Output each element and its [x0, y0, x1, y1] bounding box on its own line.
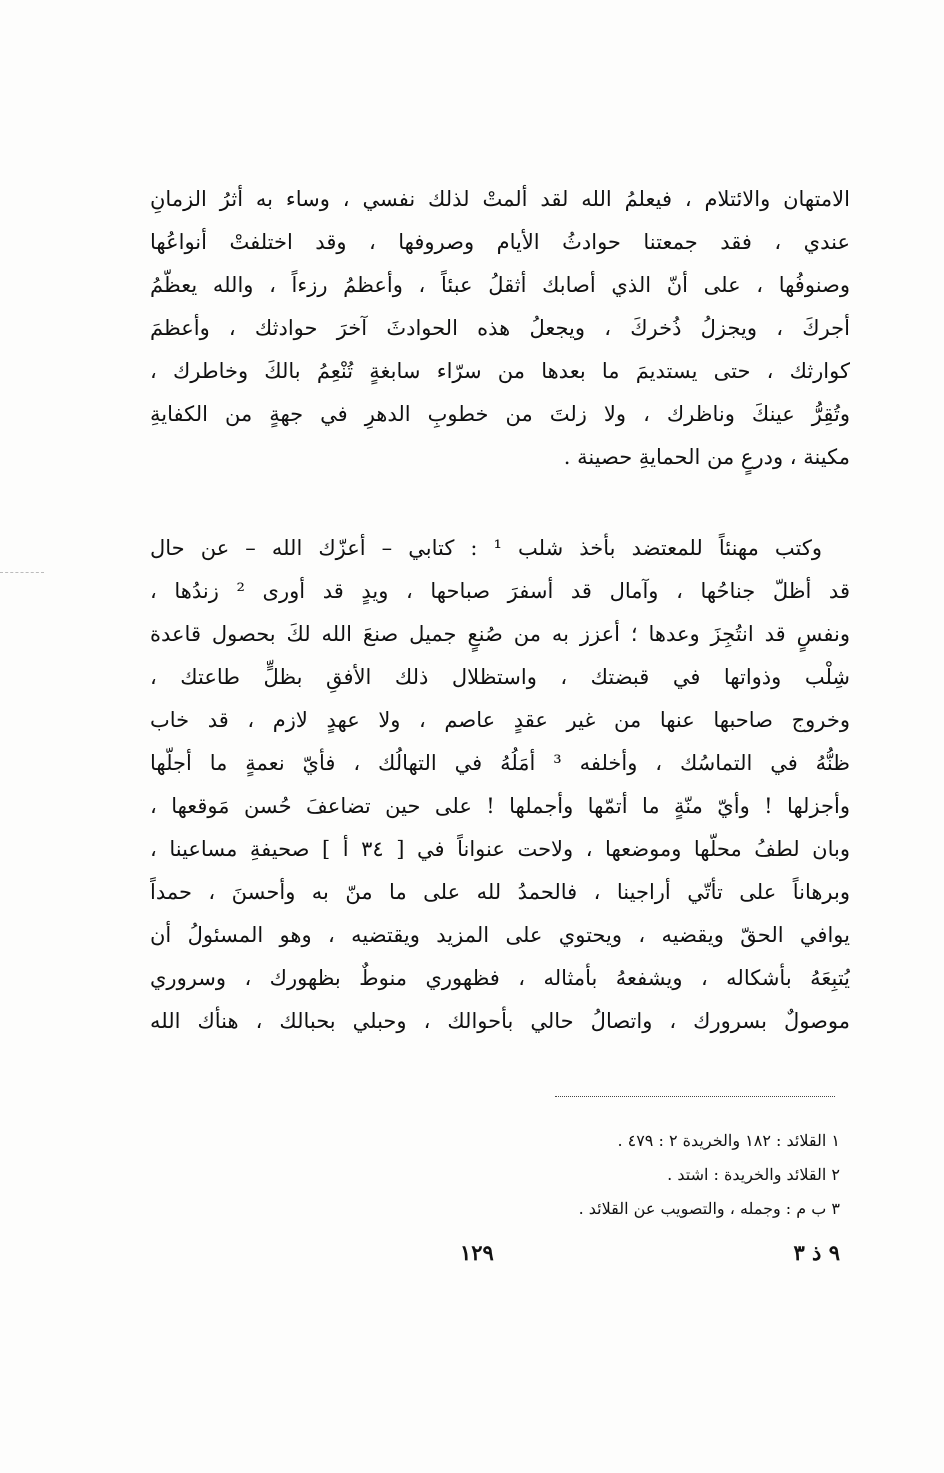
text-line: الامتهان والائتلام ، فيعلمُ الله لقد ألمتْ لذلك نفسي ، وساء به أثرُ الزمانِ [150, 187, 850, 211]
text-line: وصنوفُها ، على أنّ الذي أصابك أثقلُ عبئاً ، وأعظمُ رزءاً ، والله يعظّمُ [150, 273, 850, 297]
footnote-3: ٣ ب م : وجمله ، والتصويب عن القلائد . [578, 1199, 840, 1218]
footnotes [300, 1124, 840, 1226]
text-line: عندي ، فقد جمعتنا حوادثُ الأيام وصروفها ، وقد اختلفتْ أنواعُها [150, 230, 850, 254]
paragraph-1 [150, 178, 850, 479]
text-line: يوافي الحقّ ويقضيه ، ويحتوي على المزيد ويقتضيه ، وهو المسئولُ أن [150, 923, 850, 947]
text-line: وتُقِرُّ عينكَ وناظرك ، ولا زلتَ من خطوبِ الدهرِ في جهةٍ من الكفايةِ [150, 402, 850, 426]
footnote-divider [555, 1096, 835, 1097]
footnote-1: ١ القلائد : ١٨٢ والخريدة ٢ : ٤٧٩ . [617, 1131, 840, 1150]
text-line: وبرهاناً على تأتّي أراجينا ، فالحمدُ لله على ما منّ به وأحسنَ ، حمداً [150, 880, 850, 904]
text-line: مكينة ، ودرعٍ من الحمايةِ حصينة . [563, 445, 850, 469]
page-footer [440, 1240, 840, 1270]
text-line: وكتب مهنئاً للمعتضد بأخذ شلب ¹ : كتابي – أعزّك الله – عن حال [150, 536, 822, 560]
text-line: شِلْب وذواتها في قبضتك ، واستظلال ذلك الأفقِ بظلٍّ طاعتك ، [150, 665, 850, 689]
text-line: ونفسٍ قد انتُجِزَ وعدها ؛ أعزز به من صُنعٍ جميل صنعَ الله لكَ بحصول قاعدة [150, 622, 850, 646]
signature-mark: ٩ ذ ٣ [793, 1240, 840, 1265]
footnote-2: ٢ القلائد والخريدة : اشتد . [667, 1165, 840, 1184]
paragraph-2 [150, 527, 850, 1043]
margin-mark [0, 572, 44, 573]
text-line: أجركَ ، ويجزلُ ذُخركَ ، ويجعلُ هذه الحوادثَ آخرَ حوادثك ، وأعظمَ [150, 316, 850, 340]
text-line: موصولٌ بسرورك ، واتصالُ حالي بأحوالك ، وحبلي بحبالك ، هنأك الله [150, 1009, 850, 1033]
text-line: وبان لطفُ محلّها وموضعها ، ولاحت عنواناً في [ ٣٤ أ ] صحيفةِ مساعينا ، [150, 837, 850, 861]
page-number: ١٢٩ [460, 1240, 494, 1265]
text-line: كوارثك ، حتى يستديمَ ما بعدها من سرّاء سابغةٍ تُنْعِمُ بالكَ وخاطرك ، [150, 359, 850, 383]
text-line: وخروج صاحبها عنها من غير عقدٍ عاصم ، ولا عهدٍ لازم ، قد خاب [150, 708, 850, 732]
text-line: ظنُّهُ في التماسُك ، وأخلفه ³ أمَلُهُ في التهالُك ، فأيّ نعمةٍ ما أجلّها [150, 751, 850, 775]
text-line: يُتبِعَهُ بأشكاله ، ويشفعهُ بأمثاله ، فظهوري منوطٌ بظهورك ، وسروري [150, 966, 850, 990]
text-line: وأجزلها ! وأيّ منّةٍ ما أتمّها وأجملها ! على حين تضاعفَ حُسن مَوقعها ، [150, 794, 850, 818]
text-line: قد أظلّ جناحُها ، وآمال قد أسفرَ صباحها ، ويدٍ قد أورى ² زندُها ، [150, 579, 850, 603]
